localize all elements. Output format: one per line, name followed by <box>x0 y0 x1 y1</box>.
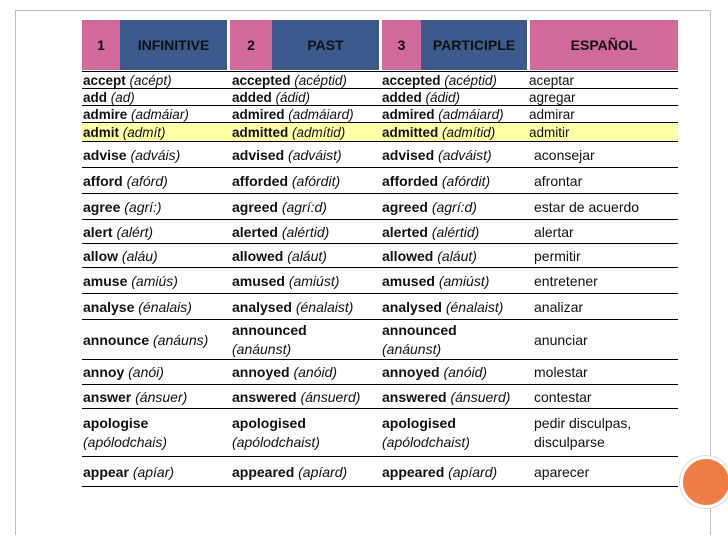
past-cell: apologised (apólodchaist) <box>232 414 320 450</box>
participle-cell: admired (admáiard) <box>382 106 504 122</box>
table-row <box>82 360 678 385</box>
table-row <box>82 72 678 89</box>
header-col1-number: 1 <box>82 20 120 70</box>
infinitive-cell: answer (ánsuer) <box>83 388 188 405</box>
past-cell: alerted (alértid) <box>232 223 330 240</box>
spanish-cell: analizar <box>534 298 584 315</box>
table-row-highlighted <box>82 123 678 142</box>
past-cell: advised (adváist) <box>232 146 342 163</box>
header-espanol: ESPAÑOL <box>530 20 678 70</box>
header-infinitive: INFINITIVE <box>120 20 227 70</box>
infinitive-cell: add (ad) <box>83 89 135 105</box>
past-cell: accepted (acéptid) <box>232 72 347 88</box>
participle-cell: apologised (apólodchaist) <box>382 414 470 450</box>
past-cell: announced (anáunst) <box>232 321 307 357</box>
table-row <box>82 168 678 194</box>
header-participle: PARTICIPLE <box>421 20 527 70</box>
infinitive-cell: amuse (amiús) <box>83 272 178 289</box>
participle-cell: admitted (admítid) <box>382 124 496 140</box>
spanish-cell: estar de acuerdo <box>534 198 640 215</box>
past-cell: agreed (agrí:d) <box>232 198 327 215</box>
past-cell: amused (amiúst) <box>232 272 340 289</box>
past-cell: allowed (aláut) <box>232 247 327 264</box>
participle-cell: allowed (aláut) <box>382 247 477 264</box>
past-cell: admired (admáiard) <box>232 106 354 122</box>
spanish-cell: admirar <box>529 106 575 122</box>
infinitive-cell: appear (apíar) <box>83 463 175 480</box>
spanish-cell: molestar <box>534 364 588 380</box>
infinitive-cell: analyse (énalais) <box>83 298 192 315</box>
table-row <box>82 194 678 220</box>
table-row <box>82 320 678 360</box>
participle-cell: answered (ánsuerd) <box>382 388 511 405</box>
table-row <box>82 142 678 168</box>
spanish-cell: agregar <box>529 89 576 105</box>
infinitive-cell: apologise (apólodchais) <box>83 414 168 450</box>
table-header <box>82 20 678 70</box>
table-row <box>82 220 678 244</box>
infinitive-cell: admit (admít) <box>83 124 166 140</box>
participle-cell: amused (amiúst) <box>382 272 490 289</box>
table-row <box>82 106 678 123</box>
participle-cell: added (ádid) <box>382 89 461 105</box>
spanish-cell: aconsejar <box>534 146 595 163</box>
participle-cell: afforded (afórdit) <box>382 172 491 189</box>
spanish-cell: pedir disculpas, disculparse <box>534 414 632 450</box>
infinitive-cell: alert (alért) <box>83 223 154 240</box>
table-row <box>82 409 678 457</box>
table-row <box>82 244 678 268</box>
participle-cell: analysed (énalaist) <box>382 298 504 315</box>
spanish-cell: aparecer <box>534 463 590 480</box>
participle-cell: appeared (apíard) <box>382 463 498 480</box>
participle-cell: annoyed (anóid) <box>382 364 488 380</box>
decorative-circle <box>680 456 728 508</box>
infinitive-cell: annoy (anói) <box>83 364 164 380</box>
past-cell: analysed (énalaist) <box>232 298 354 315</box>
table-row <box>82 385 678 409</box>
participle-cell: announced (anáunst) <box>382 321 457 357</box>
table-row <box>82 457 678 487</box>
infinitive-cell: allow (aláu) <box>83 247 158 264</box>
spanish-cell: permitir <box>534 247 581 264</box>
table-row <box>82 294 678 320</box>
participle-cell: accepted (acéptid) <box>382 72 497 88</box>
table-row <box>82 89 678 106</box>
infinitive-cell: advise (adváis) <box>83 146 181 163</box>
infinitive-cell: announce (anáuns) <box>83 331 209 348</box>
header-col3-number: 3 <box>382 20 421 70</box>
past-cell: answered (ánsuerd) <box>232 388 361 405</box>
spanish-cell: afrontar <box>534 172 583 189</box>
infinitive-cell: afford (afórd) <box>83 172 168 189</box>
past-cell: added (ádid) <box>232 89 311 105</box>
frame-left-line <box>15 10 16 535</box>
spanish-cell: aceptar <box>529 72 575 88</box>
table-row <box>82 268 678 294</box>
infinitive-cell: agree (agrí:) <box>83 198 162 215</box>
infinitive-cell: admire (admáiar) <box>83 106 189 122</box>
spanish-cell: entretener <box>534 272 598 289</box>
spanish-cell: anunciar <box>534 331 588 348</box>
spanish-cell: admitir <box>529 124 570 140</box>
participle-cell: advised (adváist) <box>382 146 492 163</box>
past-cell: afforded (afórdit) <box>232 172 341 189</box>
spanish-cell: contestar <box>534 388 592 405</box>
participle-cell: agreed (agrí:d) <box>382 198 477 215</box>
past-cell: appeared (apíard) <box>232 463 348 480</box>
infinitive-cell: accept (acépt) <box>83 72 172 88</box>
spanish-cell: alertar <box>534 223 574 240</box>
header-col2-number: 2 <box>230 20 272 70</box>
past-cell: admitted (admítid) <box>232 124 346 140</box>
past-cell: annoyed (anóid) <box>232 364 338 380</box>
header-past: PAST <box>272 20 379 70</box>
participle-cell: alerted (alértid) <box>382 223 480 240</box>
verb-table <box>82 71 678 487</box>
